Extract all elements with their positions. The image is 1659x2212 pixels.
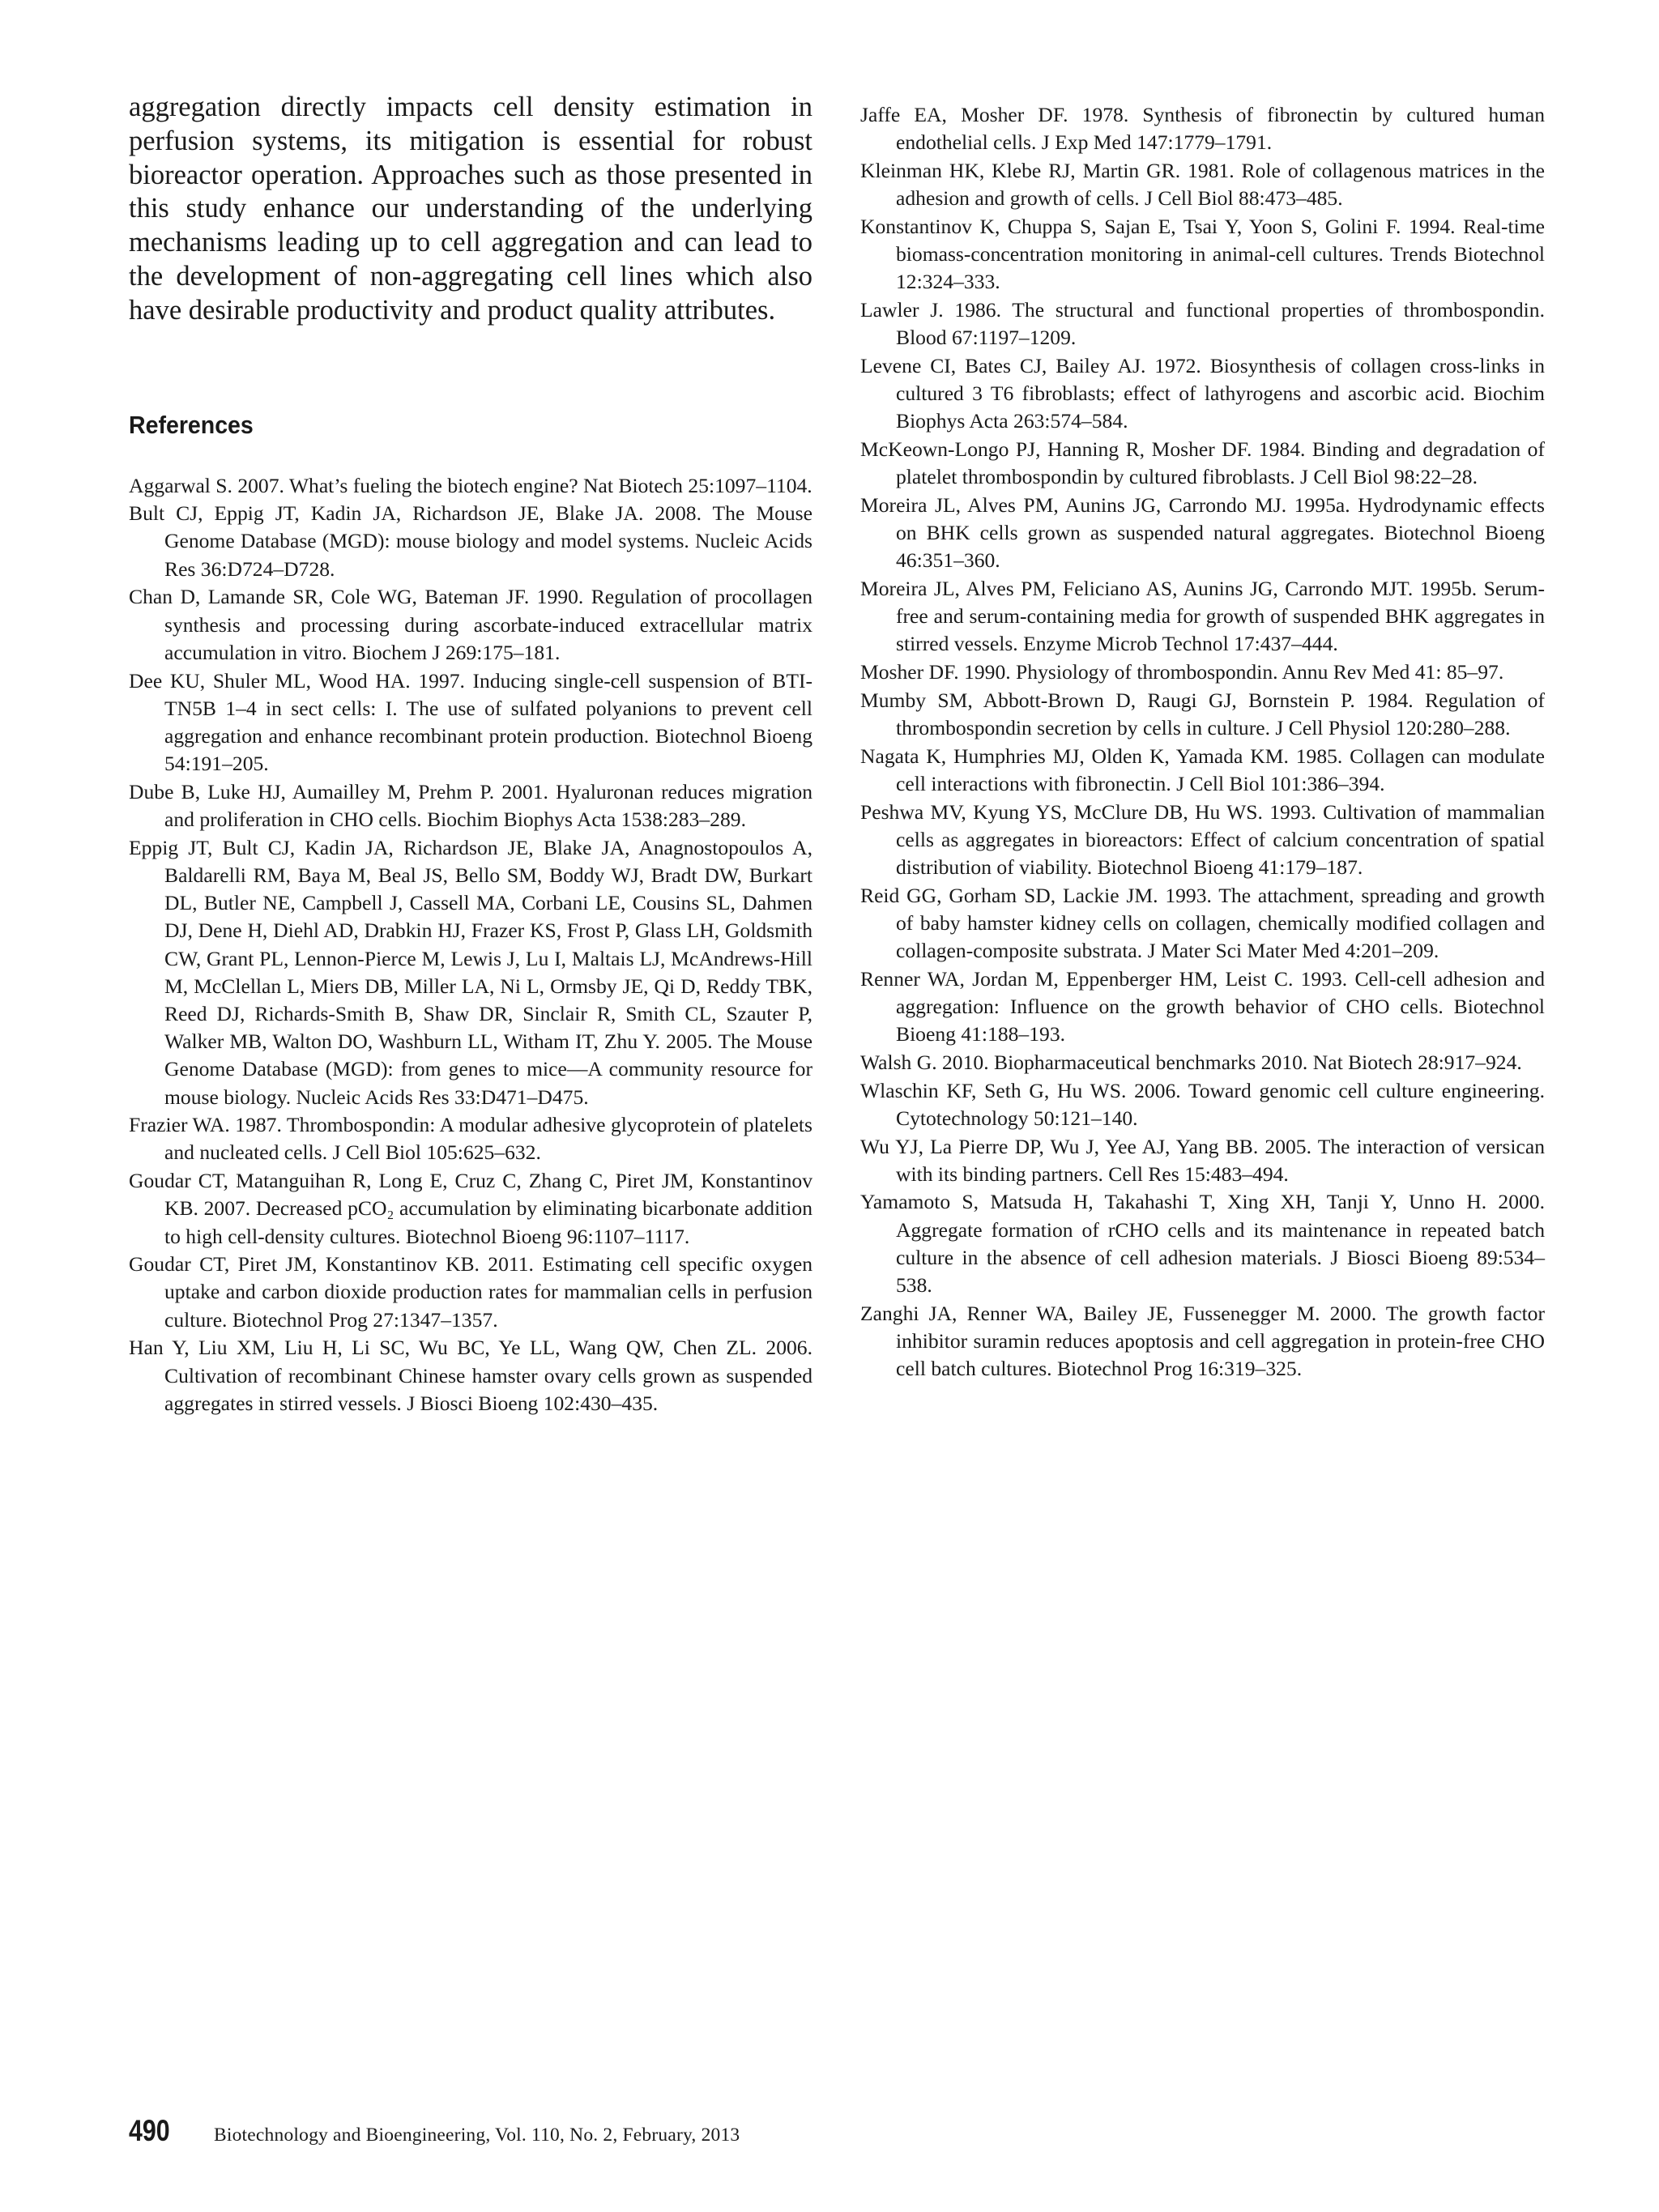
reference-item: Frazier WA. 1987. Thrombospondin: A modular adhesive glycoprotein of platelets and nucleated cells. J Cell Biol 105:625–632. — [129, 1113, 812, 1165]
reference-item: Wlaschin KF, Seth G, Hu WS. 2006. Toward genomic cell culture engineering. Cytotechnology 50:121–140. — [860, 1078, 1545, 1130]
journal-citation: Biotechnology and Bioengineering, Vol. 110, No. 2, February, 2013 — [214, 2125, 740, 2146]
page-footer — [129, 2114, 740, 2146]
reference-item: Reid GG, Gorham SD, Lackie JM. 1993. The attachment, spreading and growth of baby hamster kidney cells on collagen, chemically modified collagen and collagen-composite substrata. J Mater Sci Mater Med 4:201–209. — [860, 883, 1545, 963]
reference-item: Dee KU, Shuler ML, Wood HA. 1997. Inducing single-cell suspension of BTI-TN5B 1–4 in sect cells: I. The use of sulfated polyanions to prevent cell aggregation and enhance recombinant protein production. Biotechnol Bioeng 54:191–205. — [129, 668, 812, 776]
intro-paragraph: aggregation directly impacts cell density estimation in perfusion systems, its mitigation is essential for robust bioreactor operation. Approaches such as those presented in this study enhance our understanding of the underlying mechanisms leading up to cell aggregation and can lead to the development of non-aggregating cell lines which also have desirable productivity and product quality attributes. — [129, 92, 812, 326]
left-column — [129, 91, 812, 1417]
reference-item: Renner WA, Jordan M, Eppenberger HM, Leist C. 1993. Cell-cell adhesion and aggregation: Influence on the growth behavior of CHO cells. Biotechnol Bioeng 41:188–193. — [860, 966, 1545, 1046]
reference-item: Aggarwal S. 2007. What’s fueling the biotech engine? Nat Biotech 25:1097–1104. — [129, 473, 812, 497]
reference-item: Chan D, Lamande SR, Cole WG, Bateman JF. 1990. Regulation of procollagen synthesis and processing during ascorbate-induced extracellular matrix accumulation in vitro. Biochem J 269:175–181. — [129, 585, 812, 664]
references-heading: References — [129, 410, 254, 439]
references-list-left — [129, 472, 812, 1417]
reference-item: Mosher DF. 1990. Physiology of thrombospondin. Annu Rev Med 41: 85–97. — [860, 660, 1504, 684]
page-number: 490 — [129, 2114, 170, 2147]
right-column — [860, 91, 1545, 1383]
references-list-right — [860, 101, 1545, 1383]
reference-item: Dube B, Luke HJ, Aumailley M, Prehm P. 2001. Hyaluronan reduces migration and proliferation in CHO cells. Biochim Biophys Acta 1538:283–289. — [129, 779, 812, 832]
reference-item: Nagata K, Humphries MJ, Olden K, Yamada KM. 1985. Collagen can modulate cell interactions with fibronectin. J Cell Biol 101:386–394. — [860, 744, 1545, 795]
reference-item: Konstantinov K, Chuppa S, Sajan E, Tsai Y, Yoon S, Golini F. 1994. Real-time biomass-concentration monitoring in animal-cell cultures. Trends Biotechnol 12:324–333. — [860, 214, 1545, 294]
reference-item: Walsh G. 2010. Biopharmaceutical benchmarks 2010. Nat Biotech 28:917–924. — [860, 1050, 1522, 1074]
reference-item: Moreira JL, Alves PM, Feliciano AS, Aunins JG, Carrondo MJT. 1995b. Serum-free and serum-containing media for growth of suspended BHK aggregates in stirred vessels. Enzyme Microb Technol 17:437–444. — [860, 576, 1545, 656]
reference-item: Levene CI, Bates CJ, Bailey AJ. 1972. Biosynthesis of collagen cross-links in cultured 3 T6 fibroblasts; effect of lathyrogens and ascorbic acid. Biochim Biophys Acta 263:574–584. — [860, 353, 1545, 433]
reference-item: Zanghi JA, Renner WA, Bailey JE, Fussenegger M. 2000. The growth factor inhibitor suramin reduces apoptosis and cell aggregation in protein-free CHO cell batch cultures. Biotechnol Prog 16:319–325. — [860, 1301, 1545, 1381]
reference-item: Yamamoto S, Matsuda H, Takahashi T, Xing XH, Tanji Y, Unno H. 2000. Aggregate formation of rCHO cells and its maintenance in repeated batch culture in the absence of cell adhesion materials. J Biosci Bioeng 89:534–538. — [860, 1190, 1545, 1298]
reference-item: Wu YJ, La Pierre DP, Wu J, Yee AJ, Yang BB. 2005. The interaction of versican with its binding partners. Cell Res 15:483–494. — [860, 1134, 1545, 1186]
reference-item: Mumby SM, Abbott-Brown D, Raugi GJ, Bornstein P. 1984. Regulation of thrombospondin secretion by cells in culture. J Cell Physiol 120:280–288. — [860, 688, 1545, 739]
reference-item: Bult CJ, Eppig JT, Kadin JA, Richardson JE, Blake JA. 2008. The Mouse Genome Database (MGD): mouse biology and model systems. Nucleic Acids Res 36:D724–D728. — [129, 501, 812, 581]
reference-item: McKeown-Longo PJ, Hanning R, Mosher DF. 1984. Binding and degradation of platelet thrombospondin by cultured fibroblasts. J Cell Biol 98:22–28. — [860, 437, 1545, 489]
reference-item: Peshwa MV, Kyung YS, McClure DB, Hu WS. 1993. Cultivation of mammalian cells as aggregates in bioreactors: Effect of calcium concentration of spatial distribution of viability. Biotechnol Bioeng 41:179–187. — [860, 799, 1545, 879]
reference-item: Han Y, Liu XM, Liu H, Li SC, Wu BC, Ye LL, Wang QW, Chen ZL. 2006. Cultivation of recombinant Chinese hamster ovary cells grown as suspended aggregates in stirred vessels. J Biosci Bioeng 102:430–435. — [129, 1336, 812, 1415]
reference-item: Goudar CT, Matanguihan R, Long E, Cruz C, Zhang C, Piret JM, Konstantinov KB. 2007. Decreased pCO₂ accumulation by eliminating bicarbonate addition to high cell-density cultures. Biotechnol Bioeng 96:1107–1117. — [129, 1169, 812, 1248]
reference-item: Kleinman HK, Klebe RJ, Martin GR. 1981. Role of collagenous matrices in the adhesion and growth of cells. J Cell Biol 88:473–485. — [860, 158, 1545, 211]
reference-item: Jaffe EA, Mosher DF. 1978. Synthesis of fibronectin by cultured human endothelial cells. J Exp Med 147:1779–1791. — [860, 103, 1545, 155]
reference-item: Moreira JL, Alves PM, Aunins JG, Carrondo MJ. 1995a. Hydrodynamic effects on BHK cells grown as suspended natural aggregates. Biotechnol Bioeng 46:351–360. — [860, 492, 1545, 573]
reference-item: Eppig JT, Bult CJ, Kadin JA, Richardson JE, Blake JA, Anagnostopoulos A, Baldarelli RM, Baya M, Beal JS, Bello SM, Boddy WJ, Bradt DW, Burkart DL, Butler NE, Campbell J, Cassell MA, Corbani LE, Cousins SL, Dahmen DJ, Dene H, Diehl AD, Drabkin HJ, Frazer KS, Frost P, Glass LH, Goldsmith CW, Grant PL, Lennon-Pierce M, Lewis J, Lu I, Maltais LJ, McAndrews-Hill M, McClellan L, Miers DB, Miller LA, Ni L, Ormsby JE, Qi D, Reddy TBK, Reed DJ, Richards-Smith B, Shaw DR, Sinclair R, Smith CL, Szauter P, Walker MB, Walton DO, Washburn LL, Witham IT, Zhu Y. 2005. The Mouse Genome Database (MGD): from genes to mice—A community resource for mouse biology. Nucleic Acids Res 33:D471–D475. — [129, 835, 812, 1109]
reference-item: Lawler J. 1986. The structural and functional properties of thrombospondin. Blood 67:1197–1209. — [860, 297, 1545, 350]
reference-item: Goudar CT, Piret JM, Konstantinov KB. 2011. Estimating cell specific oxygen uptake and carbon dioxide production rates for mammalian cells in perfusion culture. Biotechnol Prog 27:1347–1357. — [129, 1252, 812, 1332]
